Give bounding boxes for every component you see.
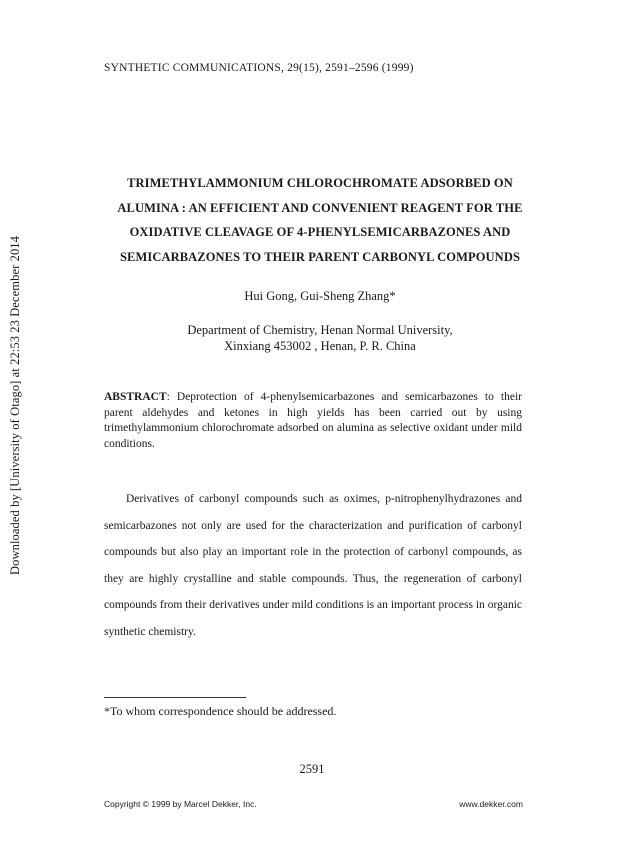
- footnote: *To whom correspondence should be addressed.: [104, 704, 337, 718]
- article-title: [70, 171, 570, 269]
- affiliation: [70, 322, 570, 354]
- title-line: OXIDATIVE CLEAVAGE OF 4-PHENYLSEMICARBAZONES AND: [129, 225, 511, 239]
- page-number: 2591: [299, 762, 325, 776]
- body-text: [104, 486, 522, 645]
- copyright-notice: Copyright © 1999 by Marcel Dekker, Inc.: [104, 799, 257, 809]
- affiliation-line: Department of Chemistry, Henan Normal University,: [187, 323, 453, 337]
- body-paragraph: Derivatives of carbonyl compounds such as oximes, p-nitrophenylhydrazones and semicarbazones not only are used for the characterization and purification of carbonyl compounds but also play an important role in the protection of carbonyl compounds, as they are highly crystalline and stable compounds. Thus, the regeneration of carbonyl compounds from their derivatives under mild conditions is an important process in organic synthetic chemistry.: [104, 493, 522, 638]
- authors: Hui Gong, Gui-Sheng Zhang*: [244, 289, 396, 303]
- title-line: ALUMINA : AN EFFICIENT AND CONVENIENT REAGENT FOR THE: [117, 200, 523, 215]
- journal-header: SYNTHETIC COMMUNICATIONS, 29(15), 2591–2596 (1999): [104, 62, 414, 74]
- title-line: TRIMETHYLAMMONIUM CHLOROCHROMATE ADSORBED ON: [127, 176, 513, 190]
- title-line: SEMICARBAZONES TO THEIR PARENT CARBONYL COMPOUNDS: [120, 249, 520, 264]
- abstract: [104, 390, 522, 452]
- footnote-divider: [104, 697, 246, 698]
- publisher-url[interactable]: www.dekker.com: [459, 799, 523, 809]
- download-watermark: Downloaded by [University of Otago] at 22:53 23 December 2014: [8, 235, 22, 575]
- affiliation-line: Xinxiang 453002 , Henan, P. R. China: [224, 339, 416, 353]
- abstract-text: : Deprotection of 4-phenylsemicarbazones and semicarbazones to their parent aldehydes and ketones in high yields has been carried out by using trimethylammonium chlorochromate adsorbed on alumina as selective oxidant under mild conditions.: [104, 391, 522, 450]
- abstract-label: ABSTRACT: [104, 391, 167, 403]
